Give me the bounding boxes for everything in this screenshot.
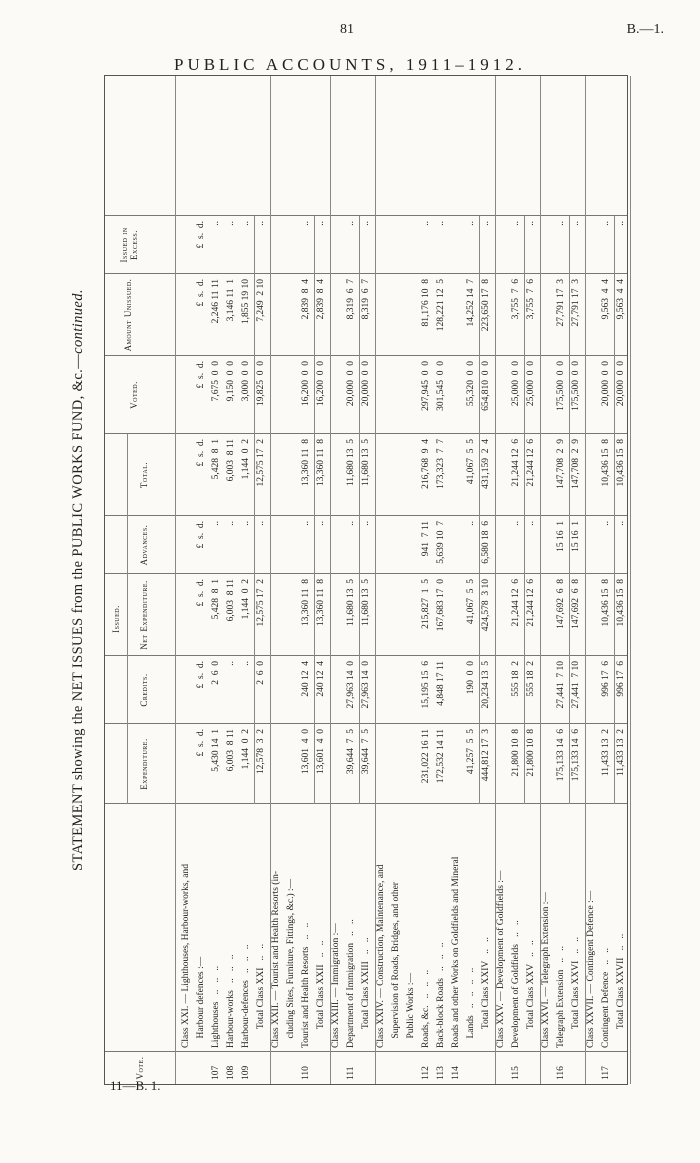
- row-vote-number: 117: [601, 1066, 611, 1080]
- row-description: Class XXIV. — Construction, Maintenance, and: [376, 864, 386, 1048]
- rotated-statement: [70, 75, 628, 1085]
- row-amount: 21,244 12 6: [526, 579, 536, 627]
- row-amount: 12,575 17 2: [256, 439, 266, 487]
- row-amount: 11,680 13 5: [346, 579, 356, 627]
- row-amount: ..: [436, 221, 446, 226]
- row-amount: 21,800 10 8: [511, 729, 521, 777]
- row-amount: ..: [511, 521, 521, 526]
- row-amount: 25,000 0 0: [526, 361, 536, 407]
- row-amount: 6,580 18 6: [481, 521, 491, 564]
- row-amount: 297,945 0 0: [421, 361, 431, 411]
- row-amount: 5,430 14 1: [211, 729, 221, 772]
- row-amount: 7,249 2 10: [256, 279, 266, 322]
- row-description: Roads, &c. .. .. ..: [421, 969, 431, 1048]
- row-amount: 27,791 17 3: [571, 279, 581, 327]
- page-number: 81: [340, 22, 354, 37]
- row-amount: 555 18 2: [511, 661, 521, 697]
- header-voted: Voted.: [129, 381, 139, 409]
- row-amount: 128,221 12 5: [436, 279, 446, 332]
- row-vote-number: 109: [241, 1065, 251, 1080]
- row-vote-number: 116: [556, 1066, 566, 1080]
- row-amount: 5,428 8 1: [211, 439, 221, 480]
- row-amount: 10,436 15 8: [616, 579, 626, 627]
- row-amount: £ s. d.: [196, 221, 206, 249]
- total-rule: [614, 216, 615, 804]
- row-amount: 21,244 12 6: [511, 579, 521, 627]
- row-amount: 172,532 14 11: [436, 729, 446, 784]
- row-amount: 14,252 14 7: [466, 279, 476, 327]
- row-amount: 2,839 8 4: [301, 279, 311, 320]
- row-amount: 3,000 0 0: [241, 361, 251, 402]
- row-amount: 8,319 6 7: [346, 279, 356, 320]
- row-amount: 996 17 6: [616, 661, 626, 697]
- row-description: Public Works :—: [406, 972, 416, 1048]
- row-amount: 223,650 17 8: [481, 279, 491, 332]
- row-amount: 21,800 10 8: [526, 729, 536, 777]
- row-amount: 11,680 13 5: [346, 439, 356, 487]
- row-amount: ..: [301, 521, 311, 526]
- row-amount: 7,675 0 0: [211, 361, 221, 402]
- row-description: Total Class XXI .. ..: [256, 943, 266, 1048]
- header-unissued: Amount Unissued.: [123, 278, 133, 352]
- row-description: Development of Goldfields .. ..: [511, 920, 521, 1048]
- row-amount: 996 17 6: [601, 661, 611, 697]
- row-amount: 147,692 6 8: [556, 579, 566, 629]
- row-amount: ..: [571, 221, 581, 226]
- row-amount: 20,234 13 5: [481, 661, 491, 709]
- row-amount: 10,436 15 8: [601, 579, 611, 627]
- row-amount: 27,791 17 3: [556, 279, 566, 327]
- column-divider: [105, 1051, 627, 1052]
- row-description: Total Class XXII .. ..: [316, 940, 326, 1048]
- row-amount: ..: [361, 521, 371, 526]
- row-amount: 6,003 8 11: [226, 439, 236, 482]
- row-amount: 21,244 12 6: [526, 439, 536, 487]
- row-description: Total Class XXVI .. ..: [571, 936, 581, 1048]
- row-vote-number: 111: [346, 1066, 356, 1080]
- row-description: Back-block Roads .. .. ..: [436, 942, 446, 1048]
- row-amount: ..: [241, 521, 251, 526]
- row-amount: ..: [466, 521, 476, 526]
- row-amount: 2,246 11 11: [211, 279, 221, 324]
- row-amount: 231,022 16 11: [421, 729, 431, 784]
- row-description: Class XXII. — Tourist and Health Resorts (in-: [271, 871, 281, 1048]
- row-amount: ..: [526, 221, 536, 226]
- row-amount: 555 18 2: [526, 661, 536, 697]
- row-amount: 9,150 0 0: [226, 361, 236, 402]
- row-amount: 11,680 13 5: [361, 439, 371, 487]
- row-amount: 3,755 7 6: [511, 279, 521, 320]
- row-description: Department of Immigration .. ..: [346, 919, 356, 1048]
- header-credits: Credits.: [139, 673, 149, 707]
- row-amount: 13,360 11 8: [301, 579, 311, 627]
- row-amount: 16,200 0 0: [316, 361, 326, 407]
- row-amount: 27,441 7 10: [556, 661, 566, 709]
- row-amount: ..: [301, 221, 311, 226]
- row-amount: 1,144 0 2: [241, 439, 251, 480]
- row-amount: ..: [511, 221, 521, 226]
- row-amount: 10,436 15 8: [601, 439, 611, 487]
- row-amount: 175,500 0 0: [556, 361, 566, 411]
- row-amount: 190 0 0: [466, 661, 476, 695]
- row-description: Total Class XXIII .. ..: [361, 937, 371, 1048]
- row-description: Total Class XXIV .. ..: [481, 937, 491, 1048]
- row-amount: ..: [556, 221, 566, 226]
- header-divider: [175, 76, 176, 1084]
- row-amount: 10,436 15 8: [616, 439, 626, 487]
- row-amount: 147,708 2 9: [556, 439, 566, 489]
- row-description: cluding Sites, Furniture, Fittings, &c.) :—: [286, 878, 296, 1048]
- row-amount: 147,692 6 8: [571, 579, 581, 629]
- row-amount: 175,500 0 0: [571, 361, 581, 411]
- row-amount: 41,067 5 5: [466, 439, 476, 485]
- row-vote-number: 113: [436, 1066, 446, 1080]
- row-amount: ..: [316, 221, 326, 226]
- row-amount: 175,133 14 6: [556, 729, 566, 782]
- header-net-expenditure: Net Expenditure.: [139, 580, 149, 650]
- row-amount: 424,578 3 10: [481, 579, 491, 632]
- row-amount: 6,003 8 11: [226, 729, 236, 772]
- page-title: PUBLIC ACCOUNTS, 1911–1912.: [173, 55, 526, 74]
- row-amount: 20,000 0 0: [346, 361, 356, 407]
- row-amount: ..: [256, 521, 266, 526]
- header-vote: Vote.: [135, 1056, 145, 1080]
- row-amount: ..: [256, 221, 266, 226]
- row-amount: 25,000 0 0: [511, 361, 521, 407]
- row-amount: 175,133 14 6: [571, 729, 581, 782]
- issued-divider: [127, 434, 128, 804]
- row-vote-number: 108: [226, 1065, 236, 1080]
- row-description: Contingent Defence .. ..: [601, 948, 611, 1048]
- row-description: Class XXI. — Lighthouses, Harbour-works, and: [181, 864, 191, 1048]
- row-amount: £ s. d.: [196, 439, 206, 467]
- row-amount: 15,195 15 6: [421, 661, 431, 709]
- row-amount: 941 7 11: [421, 521, 431, 557]
- row-amount: 240 12 4: [316, 661, 326, 697]
- row-description: Telegraph Extension .. ..: [556, 946, 566, 1048]
- row-amount: 27,963 14 0: [346, 661, 356, 709]
- statement-title: [70, 75, 94, 1085]
- row-amount: ..: [211, 221, 221, 226]
- row-description: Class XXVII. — Contingent Defence :—: [586, 890, 596, 1048]
- total-rule: [254, 216, 255, 804]
- row-amount: £ s. d.: [196, 521, 206, 549]
- row-description: Roads and other Works on Goldfields and Mineral: [451, 856, 461, 1048]
- total-rule: [314, 216, 315, 804]
- row-description: Harbour defences :—: [196, 956, 206, 1048]
- row-amount: 27,963 14 0: [361, 661, 371, 709]
- row-amount: 41,067 5 5: [466, 579, 476, 625]
- row-amount: 431,159 2 4: [481, 439, 491, 489]
- row-amount: 240 12 4: [301, 661, 311, 697]
- row-amount: 20,000 0 0: [361, 361, 371, 407]
- total-rule: [359, 216, 360, 804]
- row-amount: ..: [346, 521, 356, 526]
- row-description: Harbour-works .. .. ..: [226, 954, 236, 1048]
- row-description: Class XXVI. — Telegraph Extension :—: [541, 892, 551, 1048]
- row-amount: 1,144 0 2: [241, 579, 251, 620]
- row-amount: 27,441 7 10: [571, 661, 581, 709]
- total-rule: [479, 216, 480, 804]
- header-issued: Issued.: [111, 605, 121, 633]
- row-description: Total Class XXVII .. ..: [616, 933, 626, 1048]
- row-amount: ..: [211, 521, 221, 526]
- row-description: Total Class XXV .. ..: [526, 940, 536, 1048]
- row-vote-number: 115: [511, 1066, 521, 1080]
- row-amount: 9,563 4 4: [616, 279, 626, 320]
- row-amount: 13,360 11 8: [316, 579, 326, 627]
- row-amount: 11,433 13 2: [601, 729, 611, 777]
- row-description: Lands .. .. .. ..: [466, 967, 476, 1048]
- row-amount: 5,639 10 7: [436, 521, 446, 564]
- statement-continued: continued.: [70, 289, 86, 354]
- row-amount: ..: [421, 221, 431, 226]
- header-total: Total.: [139, 461, 149, 489]
- row-amount: £ s. d.: [196, 579, 206, 607]
- row-amount: 81,176 10 8: [421, 279, 431, 327]
- row-amount: ..: [466, 221, 476, 226]
- row-amount: 41,257 5 5: [466, 729, 476, 775]
- header-expenditure: Expenditure.: [139, 738, 149, 790]
- row-amount: ..: [361, 221, 371, 226]
- row-description: Class XXV. — Development of Goldfields :—: [496, 870, 506, 1048]
- row-amount: 11,433 13 2: [616, 729, 626, 777]
- row-amount: ..: [526, 521, 536, 526]
- row-amount: 3,755 7 6: [526, 279, 536, 320]
- row-amount: 12,578 3 2: [256, 729, 266, 775]
- row-amount: ..: [481, 221, 491, 226]
- row-amount: 5,428 8 1: [211, 579, 221, 620]
- row-vote-number: 114: [451, 1066, 461, 1080]
- row-description: Harbour-defences .. .. ..: [241, 944, 251, 1048]
- row-amount: 4,848 17 11: [436, 661, 446, 706]
- row-amount: 147,708 2 9: [571, 439, 581, 489]
- row-amount: ..: [241, 661, 251, 666]
- row-amount: ..: [241, 221, 251, 226]
- row-amount: ..: [601, 221, 611, 226]
- row-vote-number: 112: [421, 1066, 431, 1080]
- row-amount: 15 16 1: [571, 521, 581, 552]
- row-amount: 444,812 17 3: [481, 729, 491, 782]
- row-amount: ..: [346, 221, 356, 226]
- row-vote-number: 107: [211, 1065, 221, 1080]
- row-amount: ..: [616, 521, 626, 526]
- row-amount: 20,000 0 0: [616, 361, 626, 407]
- row-amount: 13,360 11 8: [301, 439, 311, 487]
- total-rule: [524, 216, 525, 804]
- row-amount: 2 6 0: [211, 661, 221, 685]
- row-amount: 301,545 0 0: [436, 361, 446, 411]
- row-amount: 173,323 7 7: [436, 439, 446, 489]
- row-amount: 2,839 8 4: [316, 279, 326, 320]
- row-amount: 15 16 1: [556, 521, 566, 552]
- row-amount: 13,601 4 0: [301, 729, 311, 775]
- row-description: Class XXIII. — Immigration :—: [331, 923, 341, 1048]
- row-amount: ..: [226, 521, 236, 526]
- header-advances: Advances.: [139, 524, 149, 566]
- row-amount: 39,644 7 5: [361, 729, 371, 775]
- row-amount: 19,825 0 0: [256, 361, 266, 407]
- row-amount: ..: [601, 521, 611, 526]
- row-amount: £ s. d.: [196, 279, 206, 307]
- row-description: Tourist and Health Resorts .. ..: [301, 922, 311, 1048]
- row-vote-number: 110: [301, 1066, 311, 1080]
- row-amount: 20,000 0 0: [601, 361, 611, 407]
- row-amount: 1,855 19 10: [241, 279, 251, 325]
- row-amount: ..: [226, 661, 236, 666]
- total-rule: [569, 216, 570, 804]
- row-amount: ..: [616, 221, 626, 226]
- row-amount: 8,319 6 7: [361, 279, 371, 320]
- page-footer-signature: 11—B. 1.: [110, 1078, 161, 1093]
- row-amount: 55,320 0 0: [466, 361, 476, 407]
- row-amount: 2 6 0: [256, 661, 266, 685]
- row-amount: £ s. d.: [196, 661, 206, 689]
- statement-title-text: STATEMENT showing the NET ISSUES from the PUBLIC WORKS FUND, &c.—: [70, 353, 86, 871]
- row-amount: 21,244 12 6: [511, 439, 521, 487]
- document-reference: B.—1.: [626, 22, 664, 37]
- row-amount: 1,144 0 2: [241, 729, 251, 770]
- row-amount: 13,601 4 0: [316, 729, 326, 775]
- row-amount: 13,360 11 8: [316, 439, 326, 487]
- row-amount: 11,680 13 5: [361, 579, 371, 627]
- section-divider: [630, 76, 631, 1084]
- row-amount: 654,810 0 0: [481, 361, 491, 411]
- row-description: Supervision of Roads, Bridges, and other: [391, 882, 401, 1048]
- row-description: Lighthouses .. .. ..: [211, 965, 221, 1048]
- row-amount: ..: [226, 221, 236, 226]
- row-amount: 6,003 8 11: [226, 579, 236, 622]
- row-amount: 167,683 17 0: [436, 579, 446, 632]
- row-amount: 3,146 11 1: [226, 279, 236, 322]
- row-amount: 39,644 7 5: [346, 729, 356, 775]
- row-amount: £ s. d.: [196, 361, 206, 389]
- row-amount: £ s. d.: [196, 729, 206, 757]
- row-amount: 215,827 1 5: [421, 579, 431, 629]
- row-amount: ..: [316, 521, 326, 526]
- row-amount: 9,563 4 4: [601, 279, 611, 320]
- row-amount: 12,575 17 2: [256, 579, 266, 627]
- column-divider: [105, 215, 627, 216]
- net-issues-table: [104, 75, 628, 1085]
- row-amount: 16,200 0 0: [301, 361, 311, 407]
- header-excess: Issued in Excess.: [119, 227, 139, 263]
- row-amount: 216,768 9 4: [421, 439, 431, 489]
